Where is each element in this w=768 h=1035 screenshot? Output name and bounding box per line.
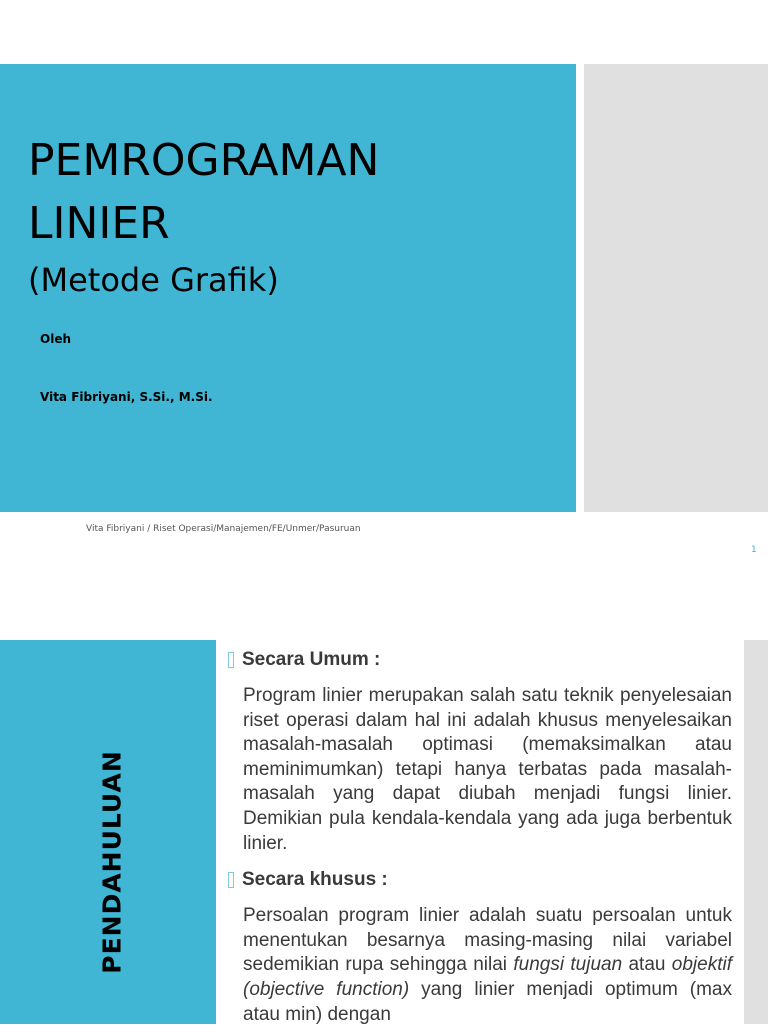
bullet-icon xyxy=(228,872,234,888)
slide-subtitle: (Metode Grafik) xyxy=(28,261,279,299)
paragraph-general: Program linier merupakan salah satu teknik penyelesaian riset operasi dalam hal ini adalah khusus menyelesaikan masalah-masalah optimasi (memaksimalkan atau meminimumkan) tetapi hanya terbatas pada masalah-masalah yang dapat diubah menjadi fungsi linier. Demikian pula kendala-kendala yang ada juga berbentuk linier. xyxy=(243,685,732,854)
bullet-specific xyxy=(226,864,732,896)
text-segment: yang linier menjadi optimum (max atau min) dengan xyxy=(243,978,732,1025)
italic-term: objektif (objective function) xyxy=(243,954,732,1000)
slide2-content xyxy=(226,644,732,1035)
bullet-general xyxy=(226,644,732,676)
slide1-side-panel xyxy=(584,64,768,512)
bullet-heading-general: Secara Umum : xyxy=(242,649,381,670)
italic-term: fungsi tujuan xyxy=(513,954,623,976)
bullet-icon xyxy=(228,652,234,668)
section-title: PENDAHULUAN xyxy=(97,750,127,974)
slide2-side-panel xyxy=(744,640,768,1024)
bullet-heading-specific: Secara khusus : xyxy=(242,869,388,891)
text-segment: Persoalan program linier adalah suatu persoalan untuk menentukan besarnya masing-masing nilai variabel sedemikian rupa sehingga nilai xyxy=(243,905,732,976)
slide-title-line1: PEMROGRAMAN xyxy=(28,135,380,186)
slide-title-line2: LINIER xyxy=(28,198,170,249)
by-label: Oleh xyxy=(40,332,71,346)
author-name: Vita Fibriyani, S.Si., M.Si. xyxy=(40,390,213,404)
paragraph-specific xyxy=(243,904,732,1027)
slide-footer: Vita Fibriyani / Riset Operasi/Manajemen/FE/Unmer/Pasuruan xyxy=(86,524,361,534)
slide-number: 1 xyxy=(751,545,757,555)
text-segment: atau xyxy=(622,954,672,976)
